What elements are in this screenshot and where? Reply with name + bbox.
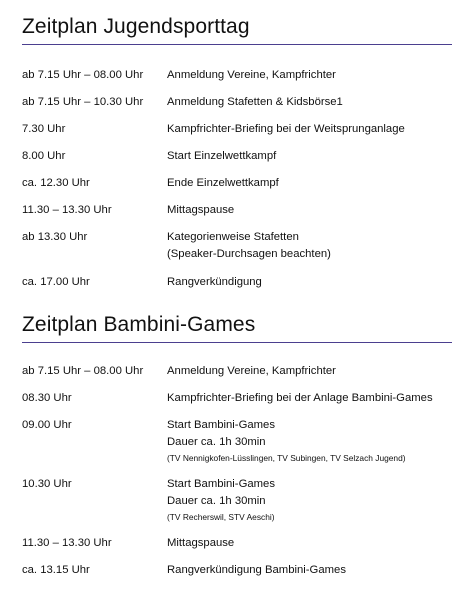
description-note: (TV Recherswil, STV Aeschi) [167,512,275,522]
description-line: Mittagspause [167,204,235,216]
schedule-time: 09.00 Uhr [22,419,72,431]
schedule-time: 7.30 Uhr [22,123,66,135]
schedule-time: 8.00 Uhr [22,150,66,162]
schedule-description [167,535,457,552]
description-line: Start Bambini-Games [167,419,275,431]
schedule-time: 08.30 Uhr [22,392,72,404]
schedule-description [167,202,457,219]
schedule-description [167,274,457,291]
section-title: Zeitplan Bambini-Games [22,313,256,336]
title-divider [22,44,452,45]
description-line: Anmeldung Vereine, Kampfrichter [167,69,336,81]
description-line: Start Einzelwettkampf [167,150,277,162]
schedule-time: ab 7.15 Uhr – 08.00 Uhr [22,69,144,81]
schedule-time: 11.30 – 13.30 Uhr [22,537,112,549]
description-line: Ende Einzelwettkampf [167,177,279,189]
schedule-description [167,94,457,111]
schedule-description [167,121,457,138]
description-line: Mittagspause [167,537,235,549]
schedule-description [167,390,457,407]
section-jugendsporttag [22,14,454,288]
title-divider [22,342,452,343]
description-line: Kategorienweise Stafetten [167,231,299,243]
schedule-time: ab 7.15 Uhr – 08.00 Uhr [22,365,144,377]
description-line: (Speaker-Durchsagen beachten) [167,248,331,260]
schedule-description [167,417,457,465]
description-line: Dauer ca. 1h 30min [167,436,266,448]
description-line: Anmeldung Vereine, Kampfrichter [167,365,336,377]
description-line: Start Bambini-Games [167,478,275,490]
schedule-description [167,363,457,380]
schedule-description [167,229,457,263]
description-line: Rangverkündigung Bambini-Games [167,564,346,576]
schedule-description [167,175,457,192]
schedule-description [167,562,457,579]
description-note: (TV Nennigkofen-Lüsslingen, TV Subingen, TV Selzach Jugend) [167,453,406,463]
description-line: Kampfrichter-Briefing bei der Weitsprunganlage [167,123,405,135]
description-line: Anmeldung Stafetten & Kidsbörse1 [167,96,343,108]
schedule-time: ab 13.30 Uhr [22,231,88,243]
schedule-time: ca. 13.15 Uhr [22,564,90,576]
schedule-time: 11.30 – 13.30 Uhr [22,204,112,216]
schedule-time: ca. 12.30 Uhr [22,177,90,189]
schedule-description [167,67,457,84]
schedule-time: ab 7.15 Uhr – 10.30 Uhr [22,96,144,108]
schedule-time: ca. 17.00 Uhr [22,276,90,288]
section-bambini-games [22,312,454,576]
description-line: Kampfrichter-Briefing bei der Anlage Bambini-Games [167,392,433,404]
description-line: Dauer ca. 1h 30min [167,495,266,507]
schedule-description [167,476,457,524]
schedule-time: 10.30 Uhr [22,478,72,490]
schedule-description [167,148,457,165]
description-line: Rangverkündigung [167,276,262,288]
section-title: Zeitplan Jugendsporttag [22,15,250,38]
